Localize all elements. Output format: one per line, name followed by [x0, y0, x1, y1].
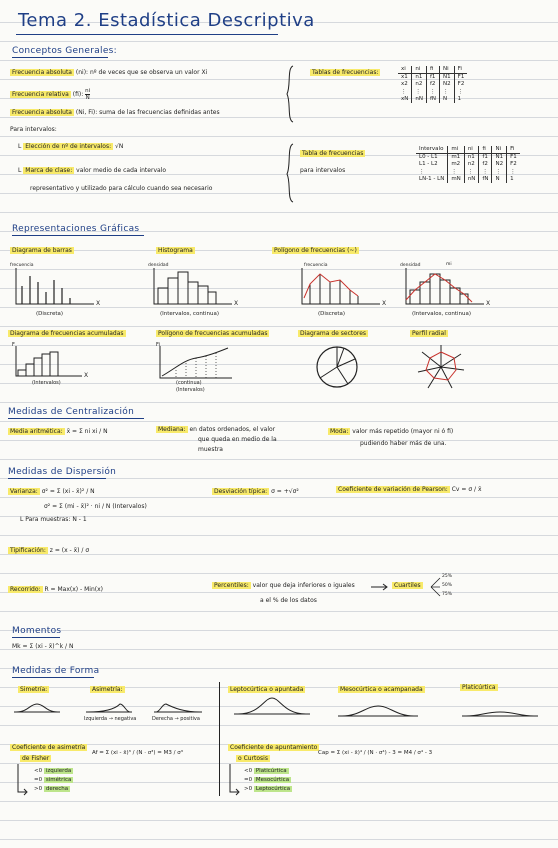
percentiles-line: Percentiles: valor que deja inferiores o iguales — [214, 582, 355, 589]
tabla-header-cell: Fi — [507, 146, 520, 154]
table-cell: ⋮ — [464, 169, 479, 176]
table-cell: m2 — [448, 161, 464, 168]
axis-label: F — [12, 342, 15, 348]
section-representaciones-heading: Representaciones Gráficas — [12, 224, 139, 234]
tabla-header-cell: fi — [426, 66, 439, 74]
asim-der-label: Derecha → positiva — [152, 716, 200, 722]
page-title: Tema 2. Estadística Descriptiva — [18, 10, 315, 31]
axis-x: X — [486, 300, 491, 307]
section-centralizacion-heading: Medidas de Centralización — [8, 407, 134, 417]
moda-line-2: pudiendo haber más de una. — [360, 440, 447, 447]
table-cell: x2 — [401, 81, 408, 88]
table-row — [398, 89, 467, 96]
meso-label: Mesocúrtica o acampanada — [340, 686, 423, 693]
histogram-sketch — [150, 268, 240, 308]
table-row — [416, 154, 520, 162]
pie-chart-sketch — [312, 344, 362, 390]
marca-line-2: representativo y utilizado para cálculo cuando sea necesario — [30, 185, 213, 192]
right-skew-curve-sketch — [152, 700, 206, 716]
table-cell: ⋮ — [419, 168, 425, 175]
tabla-header-cell: Intervalo — [416, 146, 448, 154]
chart-note: (Discreta) — [318, 311, 345, 317]
frec-abs-line: Frecuencia absoluta (ni): nº de veces que se observa un valor Xi — [12, 69, 208, 76]
bracket-arrow-icon — [14, 764, 32, 796]
table-cell: m1 — [448, 154, 464, 162]
cuartiles-label: Cuartiles — [394, 582, 421, 589]
curtosis-formula: Cap = Σ (xi - x̄)⁴ / (N · σ⁴) - 3 = M4 / σ⁴ - 3 — [318, 750, 433, 756]
axis-x: X — [84, 372, 89, 379]
table-cell: x1 — [401, 74, 408, 81]
cuasi-varianza: L Para muestras: N - 1 — [20, 516, 87, 523]
table-cell: L0 - L1 — [419, 154, 438, 161]
table-cell: mN — [448, 176, 464, 183]
curtosis-item: =0 Mesocúrtica — [244, 777, 290, 783]
tabla-header-cell: ni — [412, 66, 427, 74]
table-cell: F1 — [507, 154, 520, 162]
histogram-polygon-sketch — [402, 268, 492, 308]
intervalos-line: Para intervalos: — [10, 126, 57, 133]
axis-label: densidad — [400, 263, 421, 268]
chart-note: (Intervalos) — [32, 380, 61, 386]
curtosis-item: <0 Platicúrtica — [244, 768, 287, 774]
table-row — [398, 81, 467, 88]
tabla-header-cell: Ni — [492, 146, 507, 154]
momentos-formula: Mk = Σ (xi - x̄)^k / N — [12, 643, 74, 650]
table-cell: N — [440, 96, 455, 103]
table-cell: n1 — [412, 74, 427, 82]
axis-x: X — [382, 300, 387, 307]
curtosis-item: >0 Leptocúrtica — [244, 786, 291, 792]
axis-label: frecuencia — [304, 263, 328, 268]
mediana-line: Mediana: en datos ordenados, el valor — [158, 426, 276, 433]
peak-label: mi — [446, 262, 452, 267]
tabla-header-cell: fi — [479, 146, 492, 154]
tabla-frecuencias — [398, 66, 467, 103]
lepto-label: Leptocúrtica o apuntada — [230, 686, 304, 693]
chart-note: (Intervalos, continua) — [160, 311, 219, 317]
table-cell: ⋮ — [492, 169, 507, 176]
axis-label: densidad — [148, 263, 169, 268]
table-cell: fN — [426, 96, 439, 103]
table-cell: N — [492, 176, 507, 183]
chart-note: (Intervalos, continua) — [412, 311, 471, 317]
brace-icons — [284, 64, 298, 204]
mediana-line-3: muestra — [198, 446, 223, 453]
axis-x: X — [234, 300, 239, 307]
tabla-header-row — [416, 146, 520, 154]
curtosis-label: Coeficiente de apuntamiento — [230, 744, 318, 751]
fisher-label-2: de Fisher — [22, 755, 50, 762]
table-cell: N2 — [440, 81, 455, 88]
table-cell: N1 — [440, 74, 455, 82]
branch-arrows-icon — [430, 576, 442, 598]
table-cell: xN — [401, 95, 409, 102]
table-cell: f1 — [479, 154, 492, 162]
tabla-intervalos — [416, 146, 520, 183]
simetria-label: Simetría: — [20, 686, 48, 693]
eleccion-line: L Elección de nº de intervalos: √N — [18, 143, 124, 150]
asim-izq-label: Izquierda → negativa — [84, 716, 137, 722]
table-cell: ⋮ — [507, 169, 520, 176]
chart-label-radial: Perfil radial — [412, 330, 446, 337]
cuartil-item: 25% — [442, 574, 453, 579]
fisher-label: Coeficiente de asimetría — [12, 744, 86, 751]
table-row — [398, 96, 467, 103]
chart-note: (continua) — [176, 380, 202, 386]
table-cell: F2 — [507, 161, 520, 168]
platykurtic-curve-sketch — [460, 704, 540, 720]
table-cell: ⋮ — [454, 89, 467, 96]
recorrido-line: Recorrido: R = Max(x) - Min(x) — [10, 586, 103, 593]
axis-label: frecuencia — [10, 263, 34, 268]
axis-x: X — [96, 300, 101, 307]
table-cell: ⋮ — [412, 89, 427, 96]
table-row — [416, 169, 520, 176]
chart-label-sectores: Diagrama de sectores — [300, 330, 367, 337]
radial-profile-sketch — [414, 342, 468, 392]
table-cell: 1 — [507, 176, 520, 183]
marca-line: L Marca de clase: valor medio de cada intervalo — [18, 167, 167, 174]
tabla-int-label-2: para intervalos — [300, 167, 346, 174]
cumulative-polygon-sketch — [156, 346, 240, 382]
table-cell: nN — [412, 96, 427, 103]
symmetric-curve-sketch — [12, 700, 62, 716]
chart-label-barras: Diagrama de barras — [12, 247, 72, 254]
table-cell: N2 — [492, 161, 507, 168]
cumulative-bar-sketch — [12, 346, 92, 380]
table-cell: L1 - L2 — [419, 161, 438, 168]
curtosis-label-2: o Curtosis — [238, 755, 268, 762]
tabla-header-cell: mi — [448, 146, 464, 154]
percentiles-line-2: a el % de los datos — [260, 597, 317, 604]
section-momentos-heading: Momentos — [12, 626, 62, 636]
chart-label-acumuladas: Diagrama de frecuencias acumuladas — [10, 330, 124, 337]
table-cell: n1 — [464, 154, 479, 162]
table-row — [398, 74, 467, 82]
table-cell: ⋮ — [448, 169, 464, 176]
table-cell: nN — [464, 176, 479, 183]
tabla-header-cell: xi — [398, 66, 412, 74]
table-cell: ⋮ — [440, 89, 455, 96]
tabla-header-cell: Fi — [454, 66, 467, 74]
tabla-label: Tablas de frecuencias: — [312, 69, 379, 76]
asimetria-label: Asimetría: — [92, 686, 123, 693]
axis-label: Fi — [156, 342, 160, 348]
chart-note: (Intervalos) — [176, 387, 205, 393]
arrow-right-icon — [370, 583, 390, 591]
table-cell: 1 — [454, 96, 467, 103]
pearson-line: Coeficiente de variación de Pearson: Cv = σ / x̄ — [338, 486, 482, 493]
table-cell: f2 — [479, 161, 492, 168]
tabla-int-label: Tabla de frecuencias — [302, 150, 364, 157]
table-cell: fN — [479, 176, 492, 183]
varianza-intervalos: σ² = Σ (mi - x̄)² · ni / N (Intervalos) — [44, 503, 147, 510]
title-underline — [16, 34, 278, 35]
table-cell: ⋮ — [401, 88, 407, 95]
bar-diagram-sketch — [12, 268, 102, 308]
table-row — [416, 161, 520, 168]
table-cell: n2 — [464, 161, 479, 168]
section-dispersion-heading: Medidas de Dispersión — [8, 467, 117, 477]
tabla-header-cell: ni — [464, 146, 479, 154]
tabla-header-cell: Ni — [440, 66, 455, 74]
leptokurtic-curve-sketch — [232, 694, 312, 718]
section-forma-heading: Medidas de Forma — [12, 666, 100, 676]
desviacion-line: Desviación típica: σ = +√σ² — [214, 488, 299, 495]
table-cell: LN-1 - LN — [419, 175, 445, 182]
table-cell: n2 — [412, 81, 427, 88]
tabla-header-row — [398, 66, 467, 74]
frec-rel-line: Frecuencia relativa (fi): $\frac{ni}{N}$ — [12, 88, 91, 101]
chart-label-poligono: Polígono de frecuencias (~) — [274, 247, 357, 254]
table-cell: f2 — [426, 81, 439, 88]
chart-label-poligono-acum: Polígono de frecuencias acumuladas — [158, 330, 268, 337]
table-cell: ⋮ — [426, 89, 439, 96]
chart-label-histograma: Histograma — [158, 247, 193, 254]
left-skew-curve-sketch — [84, 700, 134, 716]
table-cell: ⋮ — [479, 169, 492, 176]
fisher-item: =0 simétrica — [34, 777, 72, 783]
media-line: Media aritmética: x̄ = Σ ni xi / N — [10, 428, 108, 435]
varianza-line: Varianza: σ² = Σ (xi - x̄)² / N — [10, 488, 95, 495]
table-cell: N1 — [492, 154, 507, 162]
frequency-polygon-sketch — [298, 268, 388, 308]
mesokurtic-curve-sketch — [336, 700, 420, 720]
section-conceptos-heading: Conceptos Generales: — [12, 46, 118, 56]
frec-acum-line: Frecuencia absoluta (Ni, Fi): suma de las frecuencias definidas antes — [12, 109, 220, 116]
cuartil-item: 75% — [442, 592, 453, 597]
divider-line — [219, 682, 220, 796]
plati-label: Platicúrtica — [462, 684, 496, 691]
cuartil-item: 50% — [442, 583, 453, 588]
table-cell: F1 — [454, 74, 467, 82]
tipificacion-line: Tipificación: z = (x - x̄) / σ — [10, 547, 90, 554]
bracket-arrow-icon — [226, 764, 244, 796]
mediana-line-2: que queda en medio de la — [198, 436, 277, 443]
fisher-item: >0 derecha — [34, 786, 69, 792]
fisher-item: <0 izquierda — [34, 768, 72, 774]
table-row — [416, 176, 520, 183]
table-cell: f1 — [426, 74, 439, 82]
chart-note: (Discreta) — [36, 311, 63, 317]
fisher-formula: Af = Σ (xi - x̄)³ / (N · σ³) = M3 / σ³ — [92, 750, 183, 756]
moda-line: Moda: valor más repetido (mayor ni ó fi) — [330, 428, 454, 435]
table-cell: F2 — [454, 81, 467, 88]
